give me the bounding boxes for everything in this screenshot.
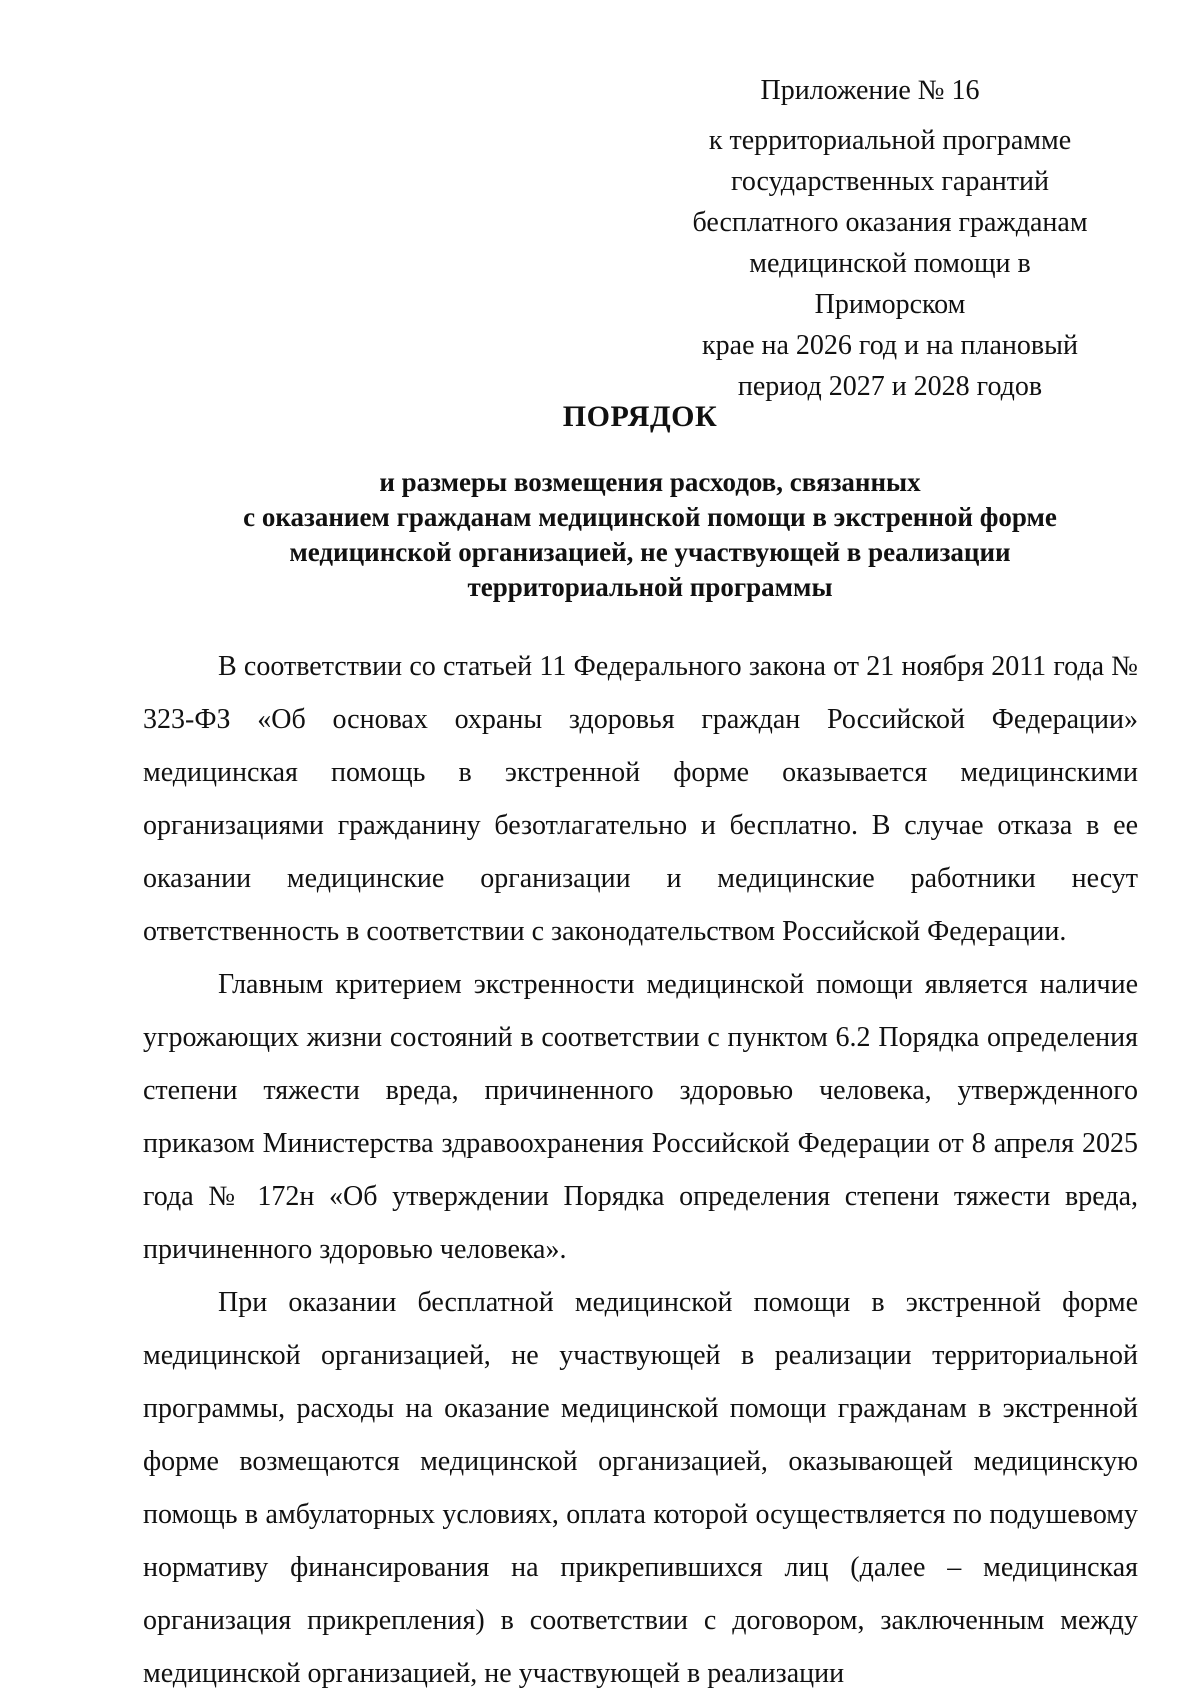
document-title: ПОРЯДОК [562,400,718,433]
paragraph: В соответствии со статьей 11 Федерального закона от 21 ноября 2011 года № 323-ФЗ «Об основах охраны здоровья граждан Российской Федерации» медицинская помощь в экстренной форме оказывается медицинскими организациями гражданину безотлагательно и бесплатно. В случае отказа в ее оказании медицинские организации и медицинские работники несут ответственность в соответствии с законодательством Российской Федерации. [143,651,1138,947]
document-subtitle: и размеры возмещения расходов, связанных с оказанием гражданам медицинской помощи в экстренной форме медицинской организацией, не участвующей в реализации территориальной программы [243,467,1057,602]
paragraph: Главным критерием экстренности медицинской помощи является наличие угрожающих жизни состояний в соответствии с пунктом 6.2 Порядка определения степени тяжести вреда, причиненного здоровью человека, утвержденного приказом Министерства здравоохранения Российской Федерации от 8 апреля 2025 года № 172н «Об утверждении Порядка определения степени тяжести вреда, причиненного здоровью человека». [143,969,1138,1265]
document-body [143,640,1138,1700]
appendix-number: Приложение № 16 [760,75,980,106]
appendix-reference: к территориальной программе государственных гарантий бесплатного оказания гражданам медицинской помощи в Приморском крае на 2026 год и на плановый период 2027 и 2028 годов [692,125,1088,402]
paragraph: При оказании бесплатной медицинской помощи в экстренной форме медицинской организацией, не участвующей в реализации территориальной программы, расходы на оказание медицинской помощи гражданам в экстренной форме возмещаются медицинской организацией, оказывающей медицинскую помощь в амбулаторных условиях, оплата которой осуществляется по подушевому нормативу финансирования на прикрепившихся лиц (далее – медицинская организация прикрепления) в соответствии с договором, заключенным между медицинской организацией, не участвующей в реализации [143,1287,1138,1689]
